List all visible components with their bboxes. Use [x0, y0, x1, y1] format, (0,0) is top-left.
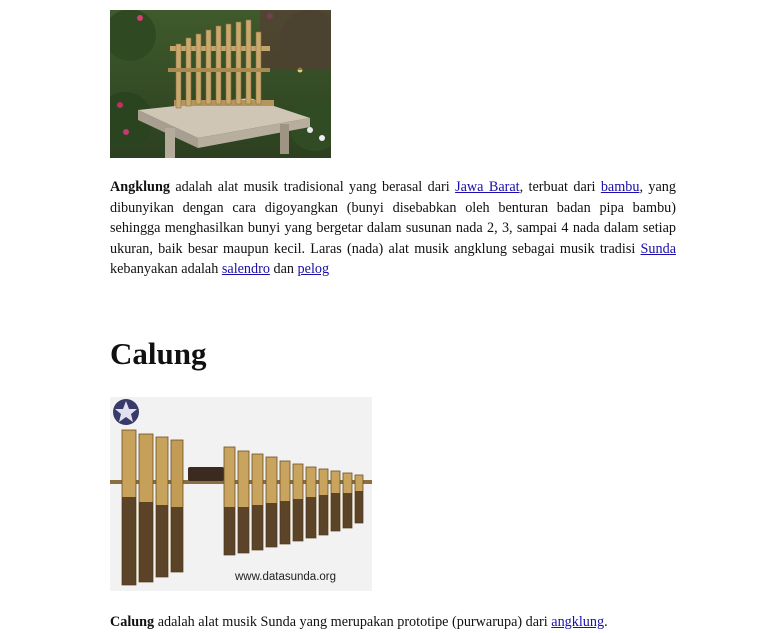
text-run: .	[604, 614, 608, 630]
link-bambu[interactable]: bambu	[600, 179, 640, 195]
image-watermark: www.datasunda.org	[235, 571, 337, 583]
angklung-image	[110, 10, 331, 158]
link-sunda[interactable]: Sunda	[640, 240, 676, 257]
text-run: adalah alat musik tradisional yang berasal dari	[169, 179, 456, 195]
angklung-description	[110, 177, 676, 280]
text-run: adalah alat musik Sunda yang merupakan prototipe (purwarupa) dari	[154, 614, 552, 630]
angklung-term: Angklung	[110, 179, 170, 195]
section-heading-calung: Calung	[110, 336, 207, 371]
star-logo-icon	[113, 399, 139, 425]
calung-image	[110, 397, 372, 591]
link-pelog[interactable]: pelog	[297, 261, 330, 277]
calung-description	[110, 612, 676, 633]
link-angklung[interactable]: angklung	[551, 614, 605, 630]
text-run: , terbuat dari	[519, 179, 601, 195]
text-run: kebanyakan adalah	[110, 261, 222, 277]
text-run: dan	[269, 261, 298, 277]
calung-term: Calung	[110, 614, 155, 630]
link-jawa-barat[interactable]: Jawa Barat	[455, 179, 520, 195]
link-salendro[interactable]: salendro	[221, 261, 270, 277]
text-run: , yang dibunyikan dengan cara digoyangkan (bunyi disebabkan oleh benturan badan pipa bambu) sehingga menghasilkan bunyi yang bergetar dalam susunan nada 2, 3, sampai 4 nada dalam setiap ukuran, baik besar maupun kecil. Laras (nada) alat musik angklung sebagai musik tradisi	[110, 179, 676, 257]
